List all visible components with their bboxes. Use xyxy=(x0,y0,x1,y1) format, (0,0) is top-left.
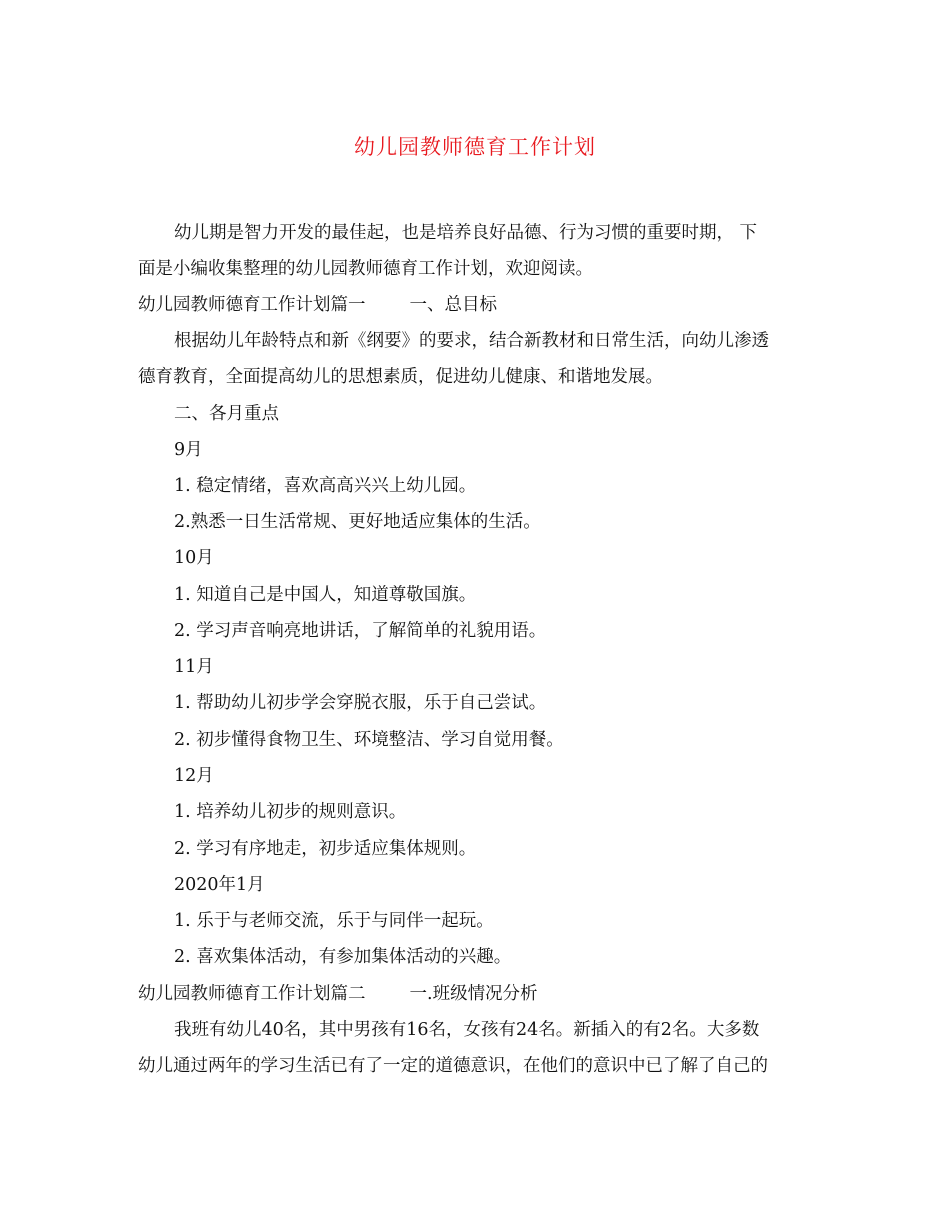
month-item: 1. 知道自己是中国人，知道尊敬国旗。 xyxy=(174,585,477,605)
month-item: 1. 培养幼儿初步的规则意识。 xyxy=(174,802,407,822)
plan1-section1-title: 一、总目标 xyxy=(409,295,497,315)
intro-line-2: 面是小编收集整理的幼儿园教师德育工作计划，欢迎阅读。 xyxy=(138,259,593,279)
plan2-heading-line xyxy=(138,982,538,1006)
goal-line-1: 根据幼儿年龄特点和新《纲要》的要求，结合新教材和日常生活，向幼儿渗透 xyxy=(174,331,769,351)
month-label: 10月 xyxy=(174,548,214,568)
plan2-para-line-1: 我班有幼儿40名，其中男孩有16名，女孩有24名。新插入的有2名。大多数 xyxy=(174,1020,760,1040)
plan1-section2-title: 二、各月重点 xyxy=(174,404,279,424)
plan2-heading: 幼儿园教师德育工作计划篇二 xyxy=(138,984,366,1004)
goal-line-2: 德育教育，全面提高幼儿的思想素质，促进幼儿健康、和谐地发展。 xyxy=(138,367,663,387)
month-item: 1. 稳定情绪，喜欢高高兴兴上幼儿园。 xyxy=(174,476,477,496)
plan1-heading-line xyxy=(138,293,497,317)
intro-line-1: 幼儿期是智力开发的最佳起，也是培养良好品德、行为习惯的重要时期， 下 xyxy=(174,223,758,243)
plan2-para-line-2: 幼儿通过两年的学习生活已有了一定的道德意识，在他们的意识中已了解了自己的 xyxy=(138,1056,768,1076)
month-item: 2. 学习有序地走，初步适应集体规则。 xyxy=(174,839,477,859)
month-item: 1. 帮助幼儿初步学会穿脱衣服，乐于自己尝试。 xyxy=(174,693,547,713)
plan1-heading: 幼儿园教师德育工作计划篇一 xyxy=(138,295,366,315)
month-label: 9月 xyxy=(174,440,203,460)
month-item: 1. 乐于与老师交流，乐于与同伴一起玩。 xyxy=(174,911,494,931)
plan2-section1-title: 一.班级情况分析 xyxy=(409,984,538,1004)
document-title: 幼儿园教师德育工作计划 xyxy=(354,135,596,159)
month-item: 2. 初步懂得食物卫生、环境整洁、学习自觉用餐。 xyxy=(174,730,564,750)
month-item: 2. 喜欢集体活动，有参加集体活动的兴趣。 xyxy=(174,947,512,967)
month-item: 2. 学习声音响亮地讲话，了解简单的礼貌用语。 xyxy=(174,621,547,641)
month-label: 11月 xyxy=(174,657,214,677)
month-label: 2020年1月 xyxy=(174,875,265,895)
month-label: 12月 xyxy=(174,766,214,786)
month-item: 2.熟悉一日生活常规、更好地适应集体的生活。 xyxy=(174,512,541,532)
